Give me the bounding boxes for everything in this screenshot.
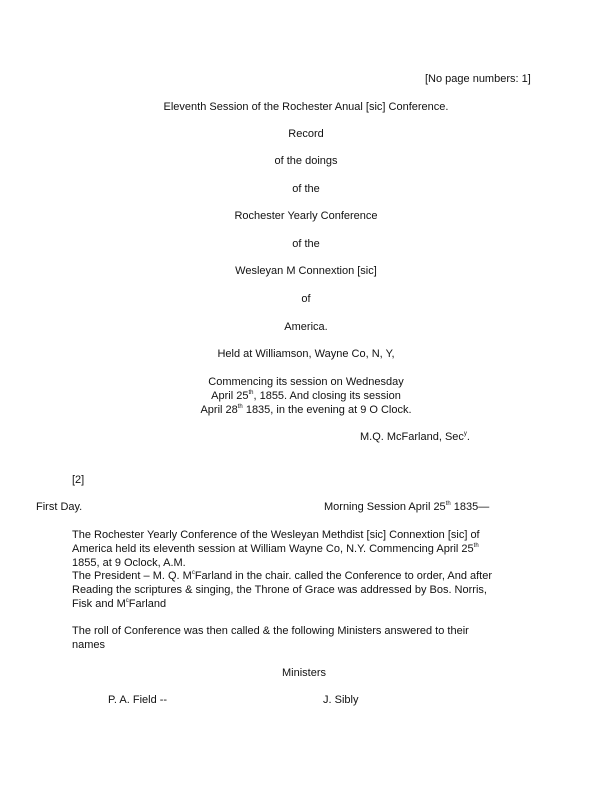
text: M.Q. McFarland, Sec bbox=[360, 431, 464, 443]
morning-session-heading bbox=[324, 500, 489, 514]
paragraph-president bbox=[72, 569, 542, 611]
first-day-heading: First Day. bbox=[36, 501, 83, 513]
paragraph-line: names bbox=[72, 639, 106, 651]
text: . bbox=[466, 431, 470, 443]
text: 1835, in the evening at 9 O Clock. bbox=[242, 404, 412, 416]
held-at: Held at Williamson, Wayne Co, N, Y, bbox=[217, 348, 395, 360]
text: 1835— bbox=[450, 501, 490, 513]
page-marker: [2] bbox=[72, 474, 85, 486]
superscript: th bbox=[237, 404, 243, 410]
text: Farland bbox=[128, 598, 167, 610]
title-line: Rochester Yearly Conference bbox=[234, 210, 378, 222]
superscript: th bbox=[248, 390, 254, 396]
title-line: of the bbox=[292, 183, 320, 195]
title-line: of the doings bbox=[274, 155, 338, 167]
commencing-line-2 bbox=[0, 389, 612, 403]
text: America held its eleventh session at William Wayne Co, N.Y. Commencing April 25 bbox=[72, 543, 474, 555]
superscript: c bbox=[191, 570, 195, 576]
page-note: [No page numbers: 1] bbox=[425, 73, 531, 85]
ministers-heading: Ministers bbox=[282, 667, 327, 679]
paragraph-line: 1855, at 9 Oclock, A.M. bbox=[72, 557, 186, 569]
header-title: Eleventh Session of the Rochester Anual [sic] Conference. bbox=[163, 101, 449, 113]
text: Morning Session April 25 bbox=[324, 501, 446, 513]
title-line: Record bbox=[288, 128, 324, 140]
superscript: c bbox=[125, 598, 129, 604]
text: , 1855. And closing its session bbox=[253, 390, 401, 402]
paragraph-roll-call bbox=[72, 624, 542, 652]
superscript: y bbox=[463, 431, 467, 437]
text: Fisk and M bbox=[72, 598, 126, 610]
title-line: America. bbox=[284, 321, 328, 333]
paragraph-line bbox=[72, 542, 542, 556]
paragraph-opening bbox=[72, 528, 542, 570]
paragraph-line: Reading the scriptures & singing, the Throne of Grace was addressed by Bos. Norris, bbox=[72, 584, 487, 596]
secretary-signature bbox=[360, 430, 470, 444]
superscript: th bbox=[445, 501, 451, 507]
text: Farland in the chair. called the Conference to order, And after bbox=[194, 570, 493, 582]
title-line: of bbox=[301, 293, 311, 305]
text: April 28 bbox=[200, 404, 238, 416]
minister-name: P. A. Field -- bbox=[108, 694, 168, 706]
minister-name: J. Sibly bbox=[323, 694, 359, 706]
text: The President – M. Q. M bbox=[72, 570, 192, 582]
paragraph-line: The roll of Conference was then called & the following Ministers answered to their bbox=[72, 625, 469, 637]
superscript: th bbox=[473, 543, 479, 549]
title-line: Wesleyan M Connextion [sic] bbox=[235, 265, 377, 277]
commencing-line-3 bbox=[0, 403, 612, 417]
text: April 25 bbox=[211, 390, 249, 402]
paragraph-line bbox=[72, 597, 542, 611]
commencing-line-1: Commencing its session on Wednesday bbox=[208, 376, 404, 388]
title-line: of the bbox=[292, 238, 320, 250]
paragraph-line: The Rochester Yearly Conference of the Wesleyan Methdist [sic] Connextion [sic] of bbox=[72, 529, 480, 541]
paragraph-line bbox=[72, 569, 542, 583]
